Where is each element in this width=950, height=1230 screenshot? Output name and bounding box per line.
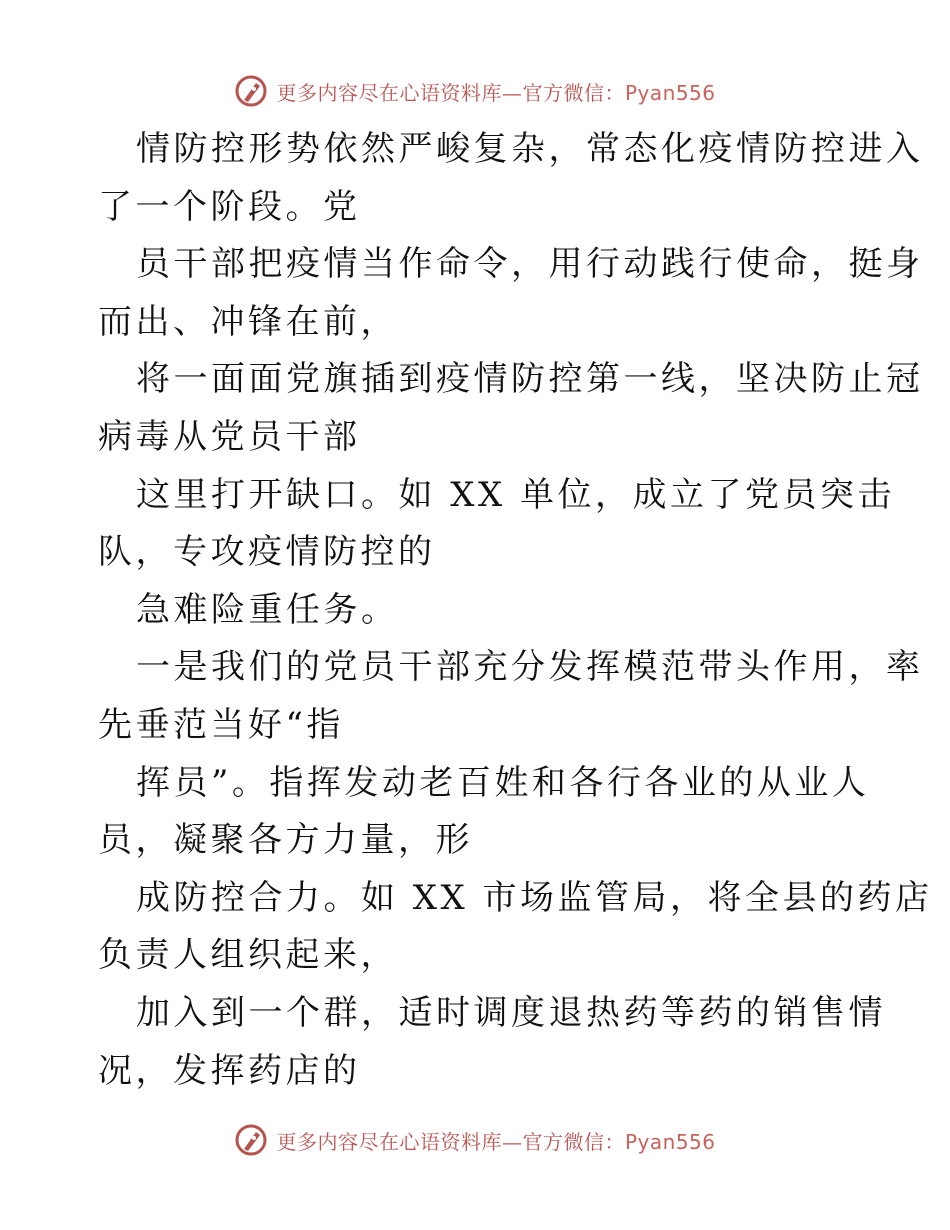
pen-nib-circle-icon: [234, 74, 268, 108]
text-line: 成防控合力。如 XX 市场监管局，将全县的药店: [136, 877, 933, 918]
text-line: 先垂范当好“指: [98, 704, 344, 745]
text-line: 挥员”。指挥发动老百姓和各行各业的从业人: [136, 762, 870, 803]
text-line: 加入到一个群，适时调度退热药等药的销售情: [136, 992, 886, 1033]
document-body: [98, 121, 933, 1100]
text-line: 员干部把疫情当作命令，用行动践行使命，挺身: [136, 244, 924, 285]
text-line: 急难险重任务。: [136, 589, 399, 630]
text-line: 队，专攻疫情防控的: [98, 532, 436, 573]
text-line: 负责人组织起来，: [98, 935, 398, 976]
text-line: 了一个阶段。党: [98, 186, 361, 227]
text-line: 情防控形势依然严峻复杂，常态化疫情防控进入: [136, 129, 924, 169]
text-line: 这里打开缺口。如 XX 单位，成立了党员突击: [136, 474, 896, 515]
text-line: 将一面面党旗插到疫情防控第一线，坚决防止冠: [136, 359, 924, 400]
text-line: 况，发挥药店的: [98, 1050, 361, 1091]
pen-nib-circle-icon: [234, 1123, 268, 1157]
text-line: 病毒从党员干部: [98, 416, 361, 457]
header-watermark: [0, 71, 950, 111]
text-line: 员，凝聚各方力量，形: [98, 820, 473, 861]
watermark-text: 更多内容尽在心语资料库—官方微信：Pyan556: [276, 1129, 716, 1154]
text-line: 而出、冲锋在前，: [98, 301, 398, 342]
footer-watermark: [0, 1120, 950, 1160]
watermark-text: 更多内容尽在心语资料库—官方微信：Pyan556: [276, 80, 716, 105]
text-line: 一是我们的党员干部充分发挥模范带头作用，率: [136, 647, 924, 688]
